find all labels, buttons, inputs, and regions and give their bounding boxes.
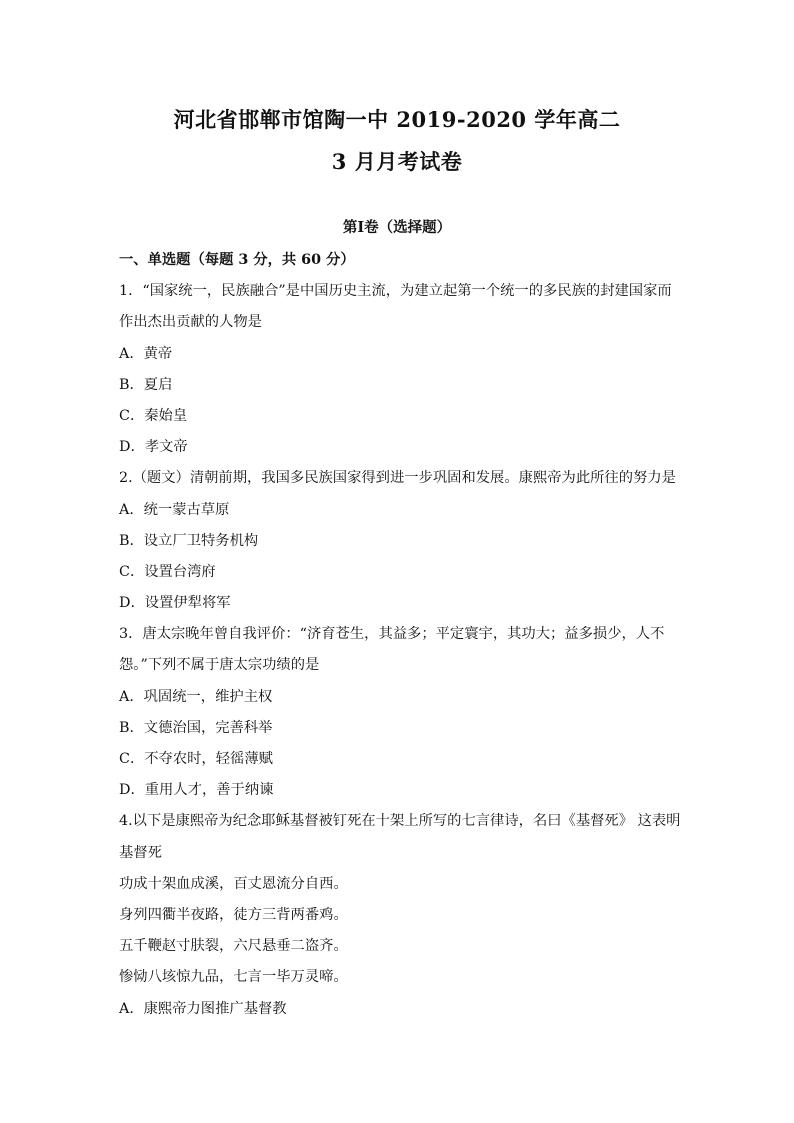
- question-3-stem-line-2: 怨。”下列不属于唐太宗功绩的是: [119, 657, 320, 674]
- question-3-option-c: C．不夺农时，轻徭薄赋: [119, 751, 273, 767]
- question-4-poem-line-2: 身列四衢半夜路，徒方三背两番鸡。: [119, 906, 348, 923]
- exam-title-line-1: 河北省邯郸市馆陶一中 2019-2020 学年高二: [173, 107, 621, 132]
- question-4-poem-line-3: 五千鞭赵寸肤裂，六尺悬垂二盗齐。: [119, 938, 348, 955]
- question-1-option-d: D．孝文帝: [119, 439, 188, 456]
- question-2-stem-line-1: 2.（题文）清朝前期，我国多民族国家得到进一步巩固和发展。康熙帝为此所往的努力是: [119, 470, 676, 487]
- question-1-stem-line-2: 作出杰出贡献的人物是: [119, 314, 262, 331]
- question-1-option-b: B．夏启: [119, 376, 173, 393]
- question-4-stem-line-2: 基督死: [119, 844, 162, 861]
- question-1-option-a: A．黄帝: [119, 345, 173, 362]
- question-2-option-c: C．设置台湾府: [119, 563, 216, 580]
- question-1-option-c: C．秦始皇: [119, 407, 188, 424]
- question-4-poem-line-4: 惨恸八垓惊九品，七言一毕万灵啼。: [119, 969, 348, 986]
- question-3-option-a: A．巩固统一，维护主权: [119, 688, 273, 705]
- question-3-option-b: B．文德治国，完善科举: [119, 719, 273, 736]
- question-2-option-d: D．设置伊犁将军: [119, 595, 231, 612]
- part-heading: 一、单选题（每题 3 分，共 60 分）: [119, 252, 355, 268]
- exam-body: [119, 245, 689, 1025]
- question-1-stem-line-1: 1．“国家统一，民族融合”是中国历史主流，为建立起第一个统一的多民族的封建国家而: [119, 283, 672, 300]
- question-3-option-d: D．重用人才，善于纳谏: [119, 782, 274, 799]
- question-4-option-a: A．康熙帝力图推广基督教: [119, 1000, 287, 1017]
- question-4-poem-line-1: 功成十架血成溪，百丈恩流分自西。: [119, 875, 348, 892]
- question-3-stem-line-1: 3．唐太宗晚年曾自我评价：“济育苍生，其益多；平定寰宇，其功大；益多损少，人不: [119, 626, 665, 643]
- question-2-option-a: A．统一蒙古草原: [119, 501, 230, 518]
- question-2-option-b: B．设立厂卫特务机构: [119, 532, 259, 549]
- exam-title-line-2: 3 月月考试卷: [331, 149, 463, 174]
- section-title: 第Ⅰ卷（选择题）: [342, 219, 452, 236]
- question-4-stem-line-1: 4.以下是康熙帝为纪念耶稣基督被钉死在十架上所写的七言律诗，名曰《基督死》 这表明: [119, 813, 681, 830]
